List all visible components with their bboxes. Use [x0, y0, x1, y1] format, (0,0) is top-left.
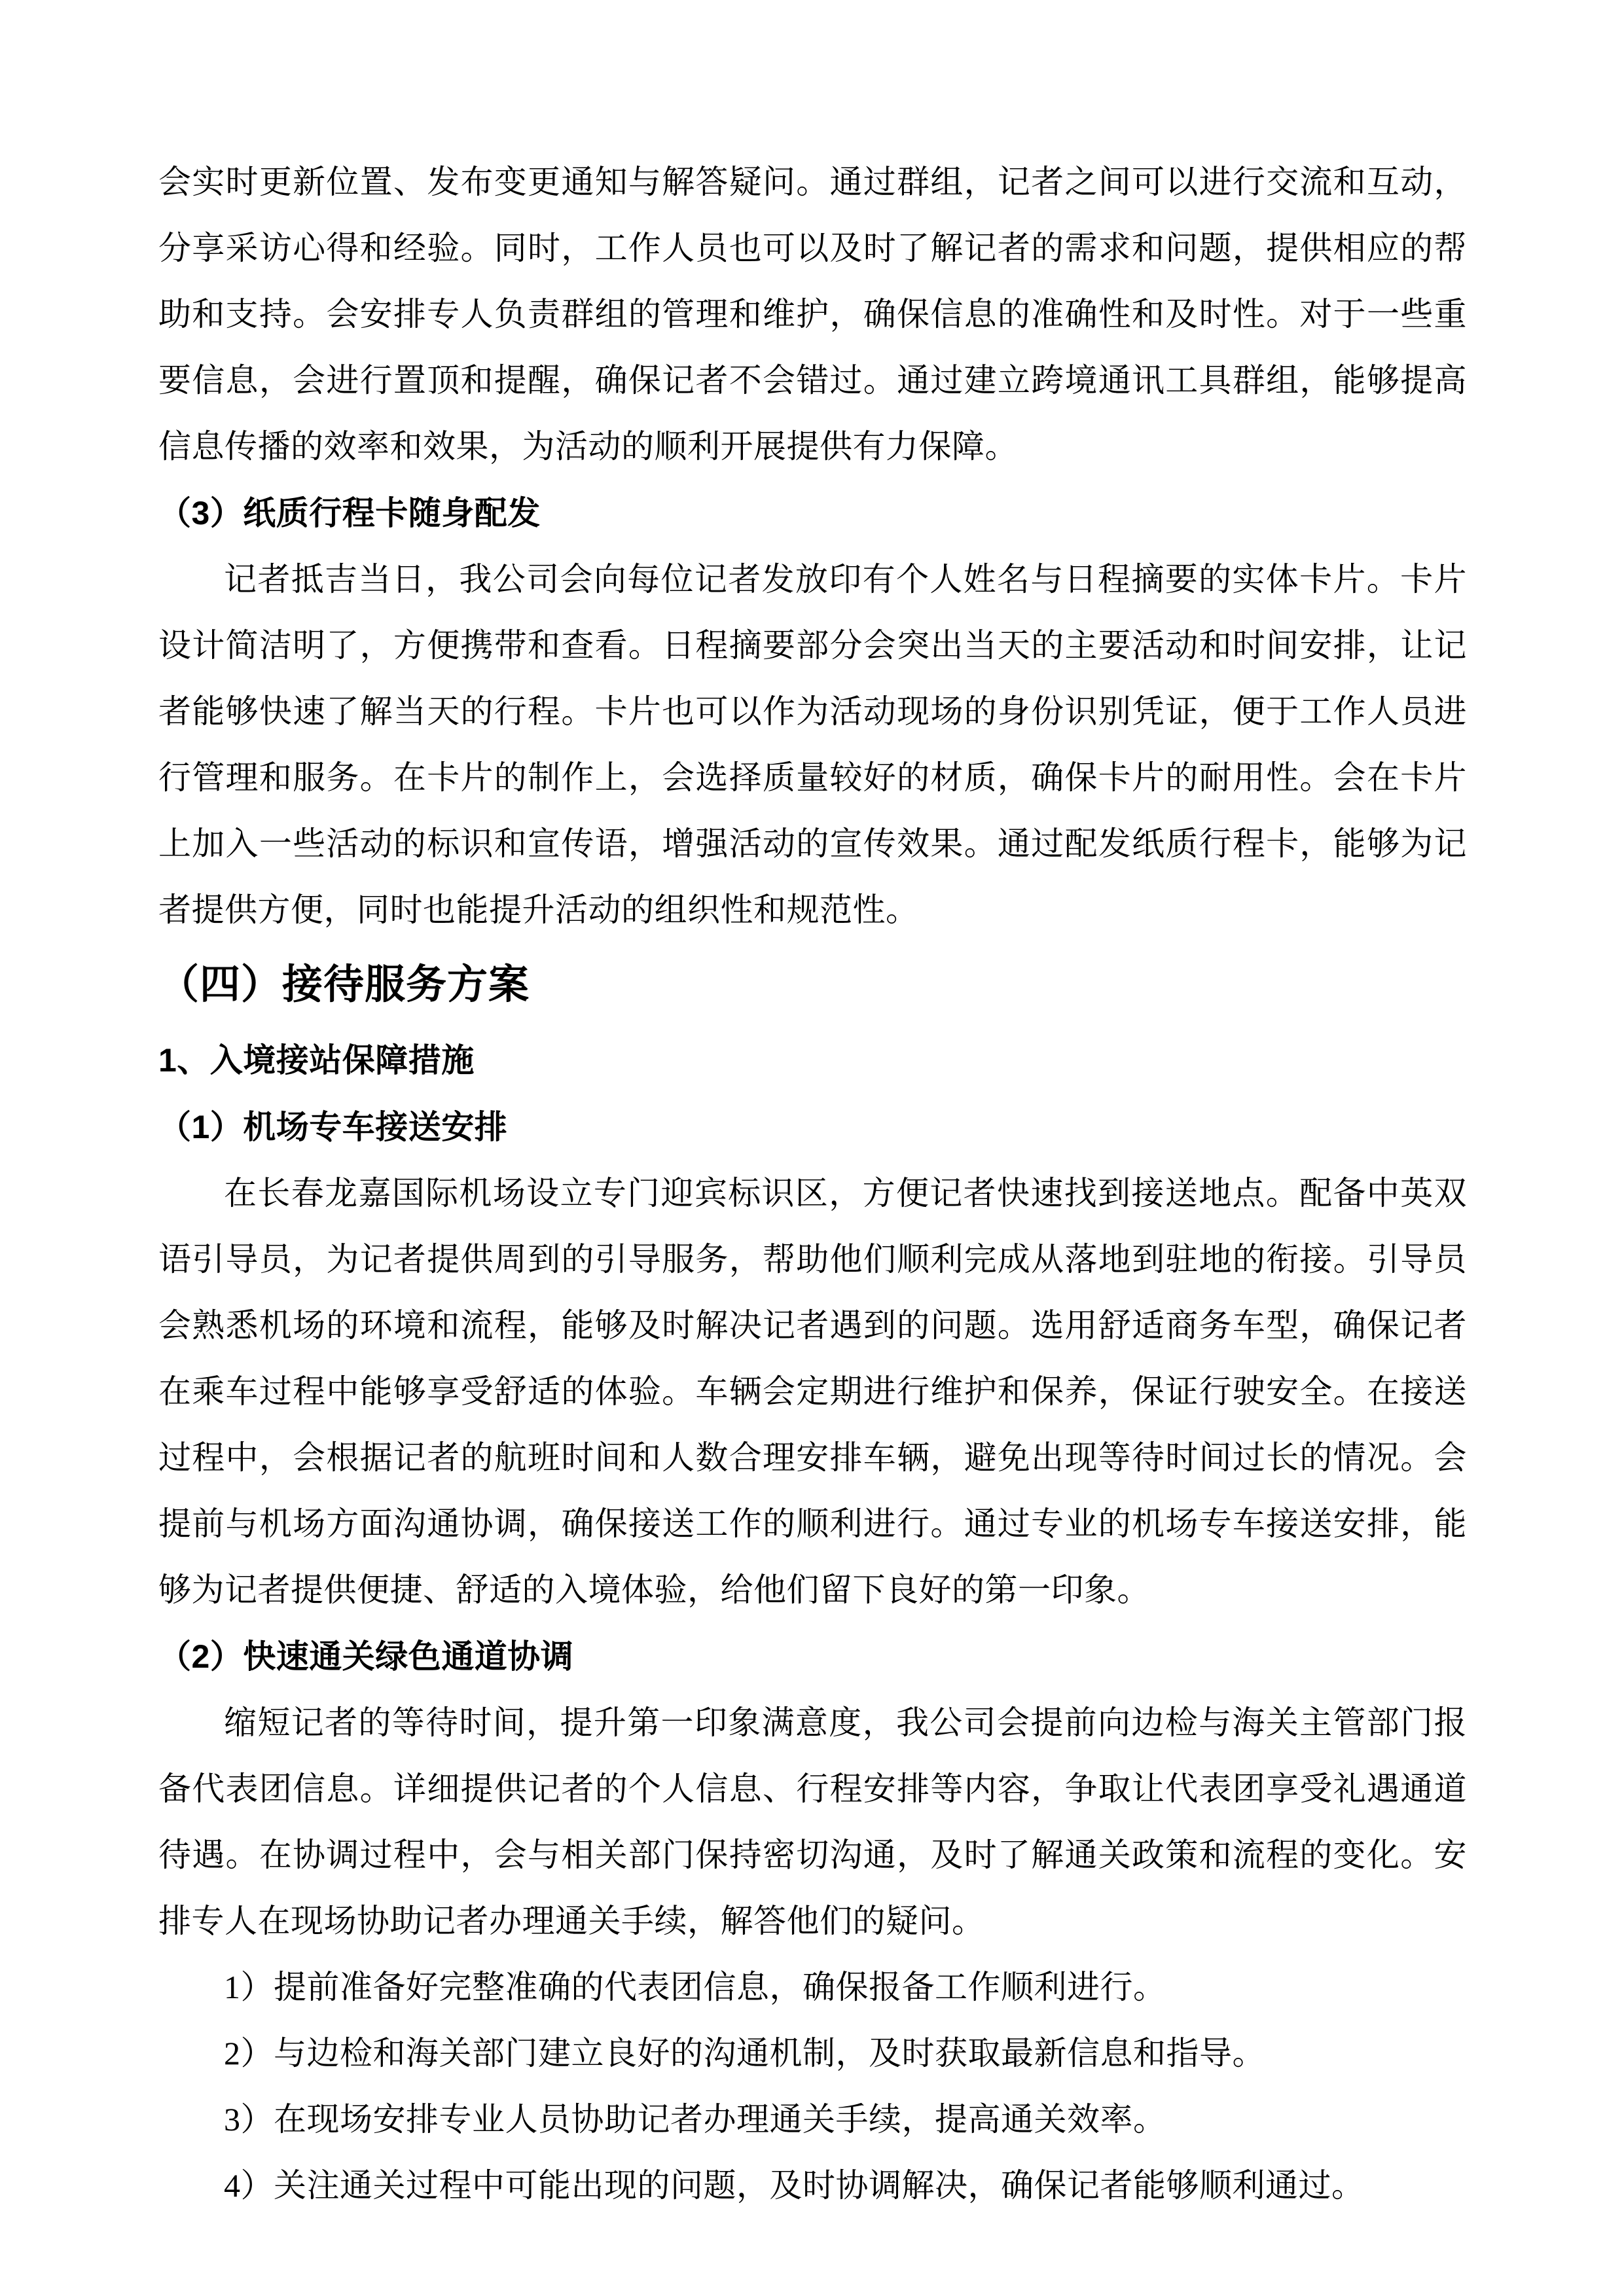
paragraph-airport-shuttle: 在长春龙嘉国际机场设立专门迎宾标识区，方便记者快速找到接送地点。配备中英双语引导员，为记者提供周到的引导服务，帮助他们顺利完成从落地到驻地的衔接。引导员会熟悉机场的环境和流程，能够及时解决记者遇到的问题。选用舒适商务车型，确保记者在乘车过程中能够享受舒适的体验。车辆会定期进行维护和保养，保证行驶安全。在接送过程中，会根据记者的航班时间和人数合理安排车辆，避免出现等待时间过长的情况。会提前与机场方面沟通协调，确保接送工作的顺利进行。通过专业的机场专车接送安排，能够为记者提供便捷、舒适的入境体验，给他们留下良好的第一印象。	[158, 1175, 1467, 1608]
heading-reception-service-plan: （四）接待服务方案	[158, 962, 530, 1007]
list-item-1: 1）提前准备好完整准确的代表团信息，确保报备工作顺利进行。	[224, 1969, 1166, 2005]
heading-airport-shuttle: （1）机场专车接送安排	[158, 1109, 508, 1145]
paragraph-group-communication: 会实时更新位置、发布变更通知与解答疑问。通过群组，记者之间可以进行交流和互动，分享采访心得和经验。同时，工作人员也可以及时了解记者的需求和问题，提供相应的帮助和支持。会安排专人负责群组的管理和维护，确保信息的准确性和及时性。对于一些重要信息，会进行置顶和提醒，确保记者不会错过。通过建立跨境通讯工具群组，能够提高信息传播的效率和效果，为活动的顺利开展提供有力保障。	[158, 164, 1467, 465]
list-item-4: 4）关注通关过程中可能出现的问题，及时协调解决，确保记者能够顺利通过。	[224, 2167, 1365, 2204]
heading-paper-itinerary-card: （3）纸质行程卡随身配发	[158, 495, 541, 531]
heading-entry-pickup-measures: 1、入境接站保障措施	[158, 1042, 475, 1079]
paragraph-green-channel-customs: 缩短记者的等待时间，提升第一印象满意度，我公司会提前向边检与海关主管部门报备代表团信息。详细提供记者的个人信息、行程安排等内容，争取让代表团享受礼遇通道待遇。在协调过程中，会与相关部门保持密切沟通，及时了解通关政策和流程的变化。安排专人在现场协助记者办理通关手续，解答他们的疑问。	[158, 1704, 1467, 1939]
paragraph-itinerary-card: 记者抵吉当日，我公司会向每位记者发放印有个人姓名与日程摘要的实体卡片。卡片设计简洁明了，方便携带和查看。日程摘要部分会突出当天的主要活动和时间安排，让记者能够快速了解当天的行程。卡片也可以作为活动现场的身份识别凭证，便于工作人员进行管理和服务。在卡片的制作上，会选择质量较好的材质，确保卡片的耐用性。会在卡片上加入一些活动的标识和宣传语，增强活动的宣传效果。通过配发纸质行程卡，能够为记者提供方便，同时也能提升活动的组织性和规范性。	[158, 561, 1467, 928]
heading-green-channel-customs: （2）快速通关绿色通道协调	[158, 1638, 574, 1675]
list-item-2: 2）与边检和海关部门建立良好的沟通机制，及时获取最新信息和指导。	[224, 2035, 1265, 2072]
list-item-3: 3）在现场安排专业人员协助记者办理通关手续，提高通关效率。	[224, 2101, 1166, 2138]
